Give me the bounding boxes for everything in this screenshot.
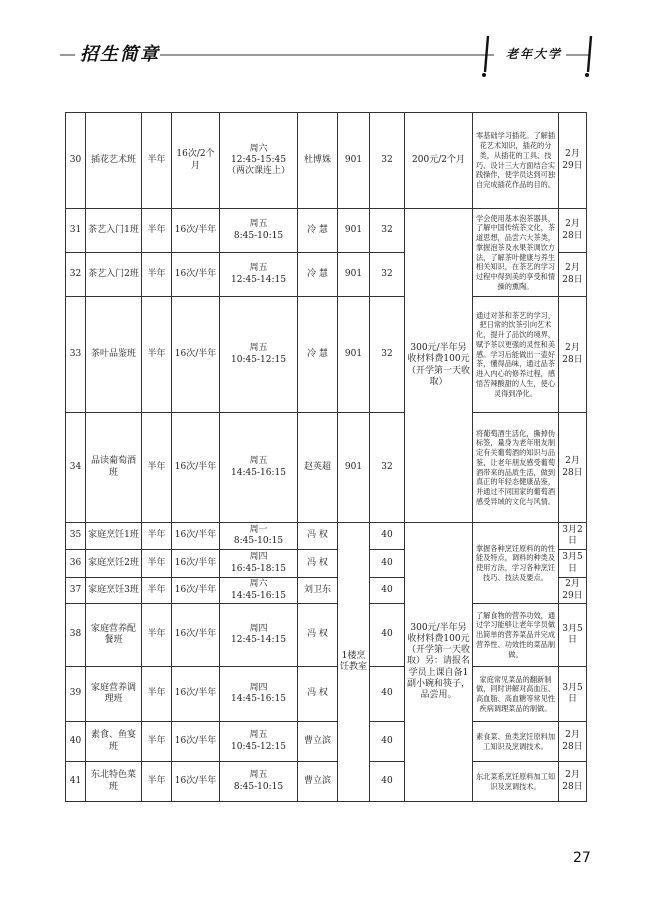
course-room: 901 (338, 297, 370, 413)
course-time: 周一 8:45-10:15 (220, 523, 298, 550)
course-room: 901 (338, 413, 370, 523)
course-time: 周五 8:45-10:15 (220, 762, 298, 802)
brochure-title: 招生简章 (80, 44, 160, 65)
course-lessons: 16次/半年 (172, 523, 220, 550)
course-time: 周五 12:45-14:15 (220, 253, 298, 297)
course-description: 了解食物的营养功效，通过学习能够让老年学员做出简单的营养菜品并完成营养性、功效性的菜品制做。 (473, 604, 559, 667)
table-row (66, 413, 587, 523)
course-start-date: 2月29日 (559, 113, 587, 209)
page-header (0, 0, 651, 80)
course-fee: 200元/2个月 (405, 113, 473, 209)
course-number: 40 (66, 722, 86, 762)
course-capacity: 32 (370, 113, 405, 209)
course-start-date: 2月28日 (559, 413, 587, 523)
course-description: 通过对茶和茶艺的学习，把日常的饮茶引向艺术化，提升了品饮的境界，赋予茶以更强的灵性和美感。学习后能做出一壶好茶，懂得品味，通过品茶进入内心的修养过程，感悟苦辣酸甜的人生，使心灵得到净化。 (473, 297, 559, 413)
course-lessons: 16次/半年 (172, 667, 220, 722)
course-teacher: 赵英超 (298, 413, 338, 523)
course-table (65, 112, 587, 802)
course-number: 34 (66, 413, 86, 523)
course-name: 素食、鱼宴班 (86, 722, 142, 762)
course-capacity: 40 (370, 667, 405, 722)
course-lessons: 16次/半年 (172, 297, 220, 413)
course-description: 掌握各种烹饪原料的的性能及特点，调料的种类及使用方法，学习各种烹饪技巧、技法及要点。 (473, 523, 559, 604)
course-name: 茶艺入门2班 (86, 253, 142, 297)
course-teacher: 冷 慧 (298, 253, 338, 297)
course-capacity: 40 (370, 550, 405, 578)
table-row (66, 604, 587, 667)
course-capacity: 32 (370, 413, 405, 523)
course-term: 半年 (142, 667, 172, 722)
course-term: 半年 (142, 413, 172, 523)
course-teacher: 曹立滨 (298, 722, 338, 762)
course-description: 零基础学习插花。了解插花艺术知识，插花的分类，从插花的工具、技巧、设计三大方面结合实践操作，使学员达到可独自完成插花作品的目的。 (473, 113, 559, 209)
course-name: 茶艺入门1班 (86, 209, 142, 253)
course-start-date: 2月28日 (559, 762, 587, 802)
course-name: 家庭营养调理班 (86, 667, 142, 722)
table-row (66, 113, 587, 209)
course-room: 901 (338, 209, 370, 253)
course-name: 家庭烹饪1班 (86, 523, 142, 550)
course-term: 半年 (142, 550, 172, 578)
course-name: 插花艺术班 (86, 113, 142, 209)
course-number: 33 (66, 297, 86, 413)
course-start-date: 3月5日 (559, 667, 587, 722)
course-lessons: 16次/半年 (172, 762, 220, 802)
course-lessons: 16次/半年 (172, 550, 220, 578)
course-time: 周五 10:45-12:15 (220, 722, 298, 762)
course-time: 周五 14:45-16:15 (220, 413, 298, 523)
course-description: 东北菜系烹饪原料加工知识及烹调技术。 (473, 762, 559, 802)
course-term: 半年 (142, 297, 172, 413)
course-time: 周六 12:45-15:45 （两次课连上） (220, 113, 298, 209)
course-term: 半年 (142, 762, 172, 802)
course-name: 品读葡萄酒班 (86, 413, 142, 523)
course-number: 38 (66, 604, 86, 667)
course-capacity: 40 (370, 604, 405, 667)
course-start-date: 3月5日 (559, 604, 587, 667)
course-lessons: 16次/半年 (172, 413, 220, 523)
course-teacher: 冷 慧 (298, 209, 338, 253)
table-row (66, 523, 587, 550)
course-teacher: 冯 权 (298, 523, 338, 550)
course-capacity: 32 (370, 209, 405, 253)
course-start-date: 3月2日 (559, 523, 587, 550)
course-number: 32 (66, 253, 86, 297)
table-row (66, 762, 587, 802)
course-time: 周五 10:45-12:15 (220, 297, 298, 413)
course-start-date: 2月29日 (559, 578, 587, 604)
course-number: 41 (66, 762, 86, 802)
course-term: 半年 (142, 209, 172, 253)
table-row (66, 209, 587, 253)
course-start-date: 2月28日 (559, 297, 587, 413)
course-lessons: 16次/半年 (172, 722, 220, 762)
course-term: 半年 (142, 523, 172, 550)
course-capacity: 32 (370, 253, 405, 297)
course-number: 31 (66, 209, 86, 253)
course-teacher: 刘卫东 (298, 578, 338, 604)
table-row (66, 667, 587, 722)
course-name: 家庭营养配餐班 (86, 604, 142, 667)
course-teacher: 冯 权 (298, 604, 338, 667)
course-number: 30 (66, 113, 86, 209)
course-number: 39 (66, 667, 86, 722)
course-lessons: 16次/半年 (172, 253, 220, 297)
course-room: 901 (338, 113, 370, 209)
course-capacity: 40 (370, 523, 405, 550)
course-number: 35 (66, 523, 86, 550)
course-description: 学会使用基本泡茶器具，了解中国传统茶文化，茶道思想，品尝六大茶类，掌握泡茶及水果茶调饮方法，了解茶叶健康与养生相关知识，在茶艺的学习过程中得到美的享受和情操的熏陶。 (473, 209, 559, 297)
course-number: 36 (66, 550, 86, 578)
tea-course-fee: 300元/半年另收材料费100元（开学第一天收取） (405, 209, 473, 523)
course-time: 周六 14:45-16:15 (220, 578, 298, 604)
course-name: 东北特色菜班 (86, 762, 142, 802)
course-capacity: 32 (370, 297, 405, 413)
course-description: 家庭常见菜品的翻新制做，同时讲解对高血压、高血脂、高血糖等常见性疾病调理菜品的制做。 (473, 667, 559, 722)
page-number: 27 (573, 850, 591, 866)
course-lessons: 16次/半年 (172, 578, 220, 604)
course-lessons: 16次/半年 (172, 604, 220, 667)
course-description: 素食菜、鱼类烹饪原料加工知识及烹调技术。 (473, 722, 559, 762)
cooking-room: 1楼烹饪教室 (338, 523, 370, 802)
school-name: 老年大学 (506, 47, 563, 61)
course-teacher: 冷 慧 (298, 297, 338, 413)
course-name: 茶叶品鉴班 (86, 297, 142, 413)
course-term: 半年 (142, 578, 172, 604)
course-term: 半年 (142, 113, 172, 209)
course-term: 半年 (142, 722, 172, 762)
course-name: 家庭烹饪3班 (86, 578, 142, 604)
course-start-date: 2月28日 (559, 722, 587, 762)
table-row (66, 297, 587, 413)
course-name: 家庭烹饪2班 (86, 550, 142, 578)
course-time: 周五 8:45-10:15 (220, 209, 298, 253)
course-teacher: 冯 权 (298, 667, 338, 722)
course-capacity: 40 (370, 722, 405, 762)
course-time: 周四 14:45-16:15 (220, 667, 298, 722)
table-row (66, 722, 587, 762)
course-term: 半年 (142, 604, 172, 667)
course-start-date: 2月28日 (559, 209, 587, 253)
course-teacher: 杜博姝 (298, 113, 338, 209)
course-description: 将葡萄酒生活化，撕掉伪标签，量身为老年朋友制定有关葡萄酒的知识与品鉴，让老年朋友感受葡萄酒带来的品质生活，做到真正的年轻态健康品鉴，并通过不同国家的葡萄酒感受异域的文化与风情。 (473, 413, 559, 523)
cooking-course-fee: 300元/半年另收材料费100元（开学第一天收取）另：请报名学员上课自备1副小碗和筷子，品尝用。 (405, 523, 473, 802)
course-capacity: 40 (370, 762, 405, 802)
course-teacher: 曹立滨 (298, 762, 338, 802)
course-teacher: 冯 权 (298, 550, 338, 578)
course-lessons: 16次/半年 (172, 209, 220, 253)
course-start-date: 2月28日 (559, 253, 587, 297)
course-start-date: 3月5日 (559, 550, 587, 578)
course-time: 周四 12:45-14:15 (220, 604, 298, 667)
course-lessons: 16次/2个月 (172, 113, 220, 209)
course-time: 周四 16:45-18:15 (220, 550, 298, 578)
course-number: 37 (66, 578, 86, 604)
course-room: 901 (338, 253, 370, 297)
course-capacity: 40 (370, 578, 405, 604)
course-term: 半年 (142, 253, 172, 297)
